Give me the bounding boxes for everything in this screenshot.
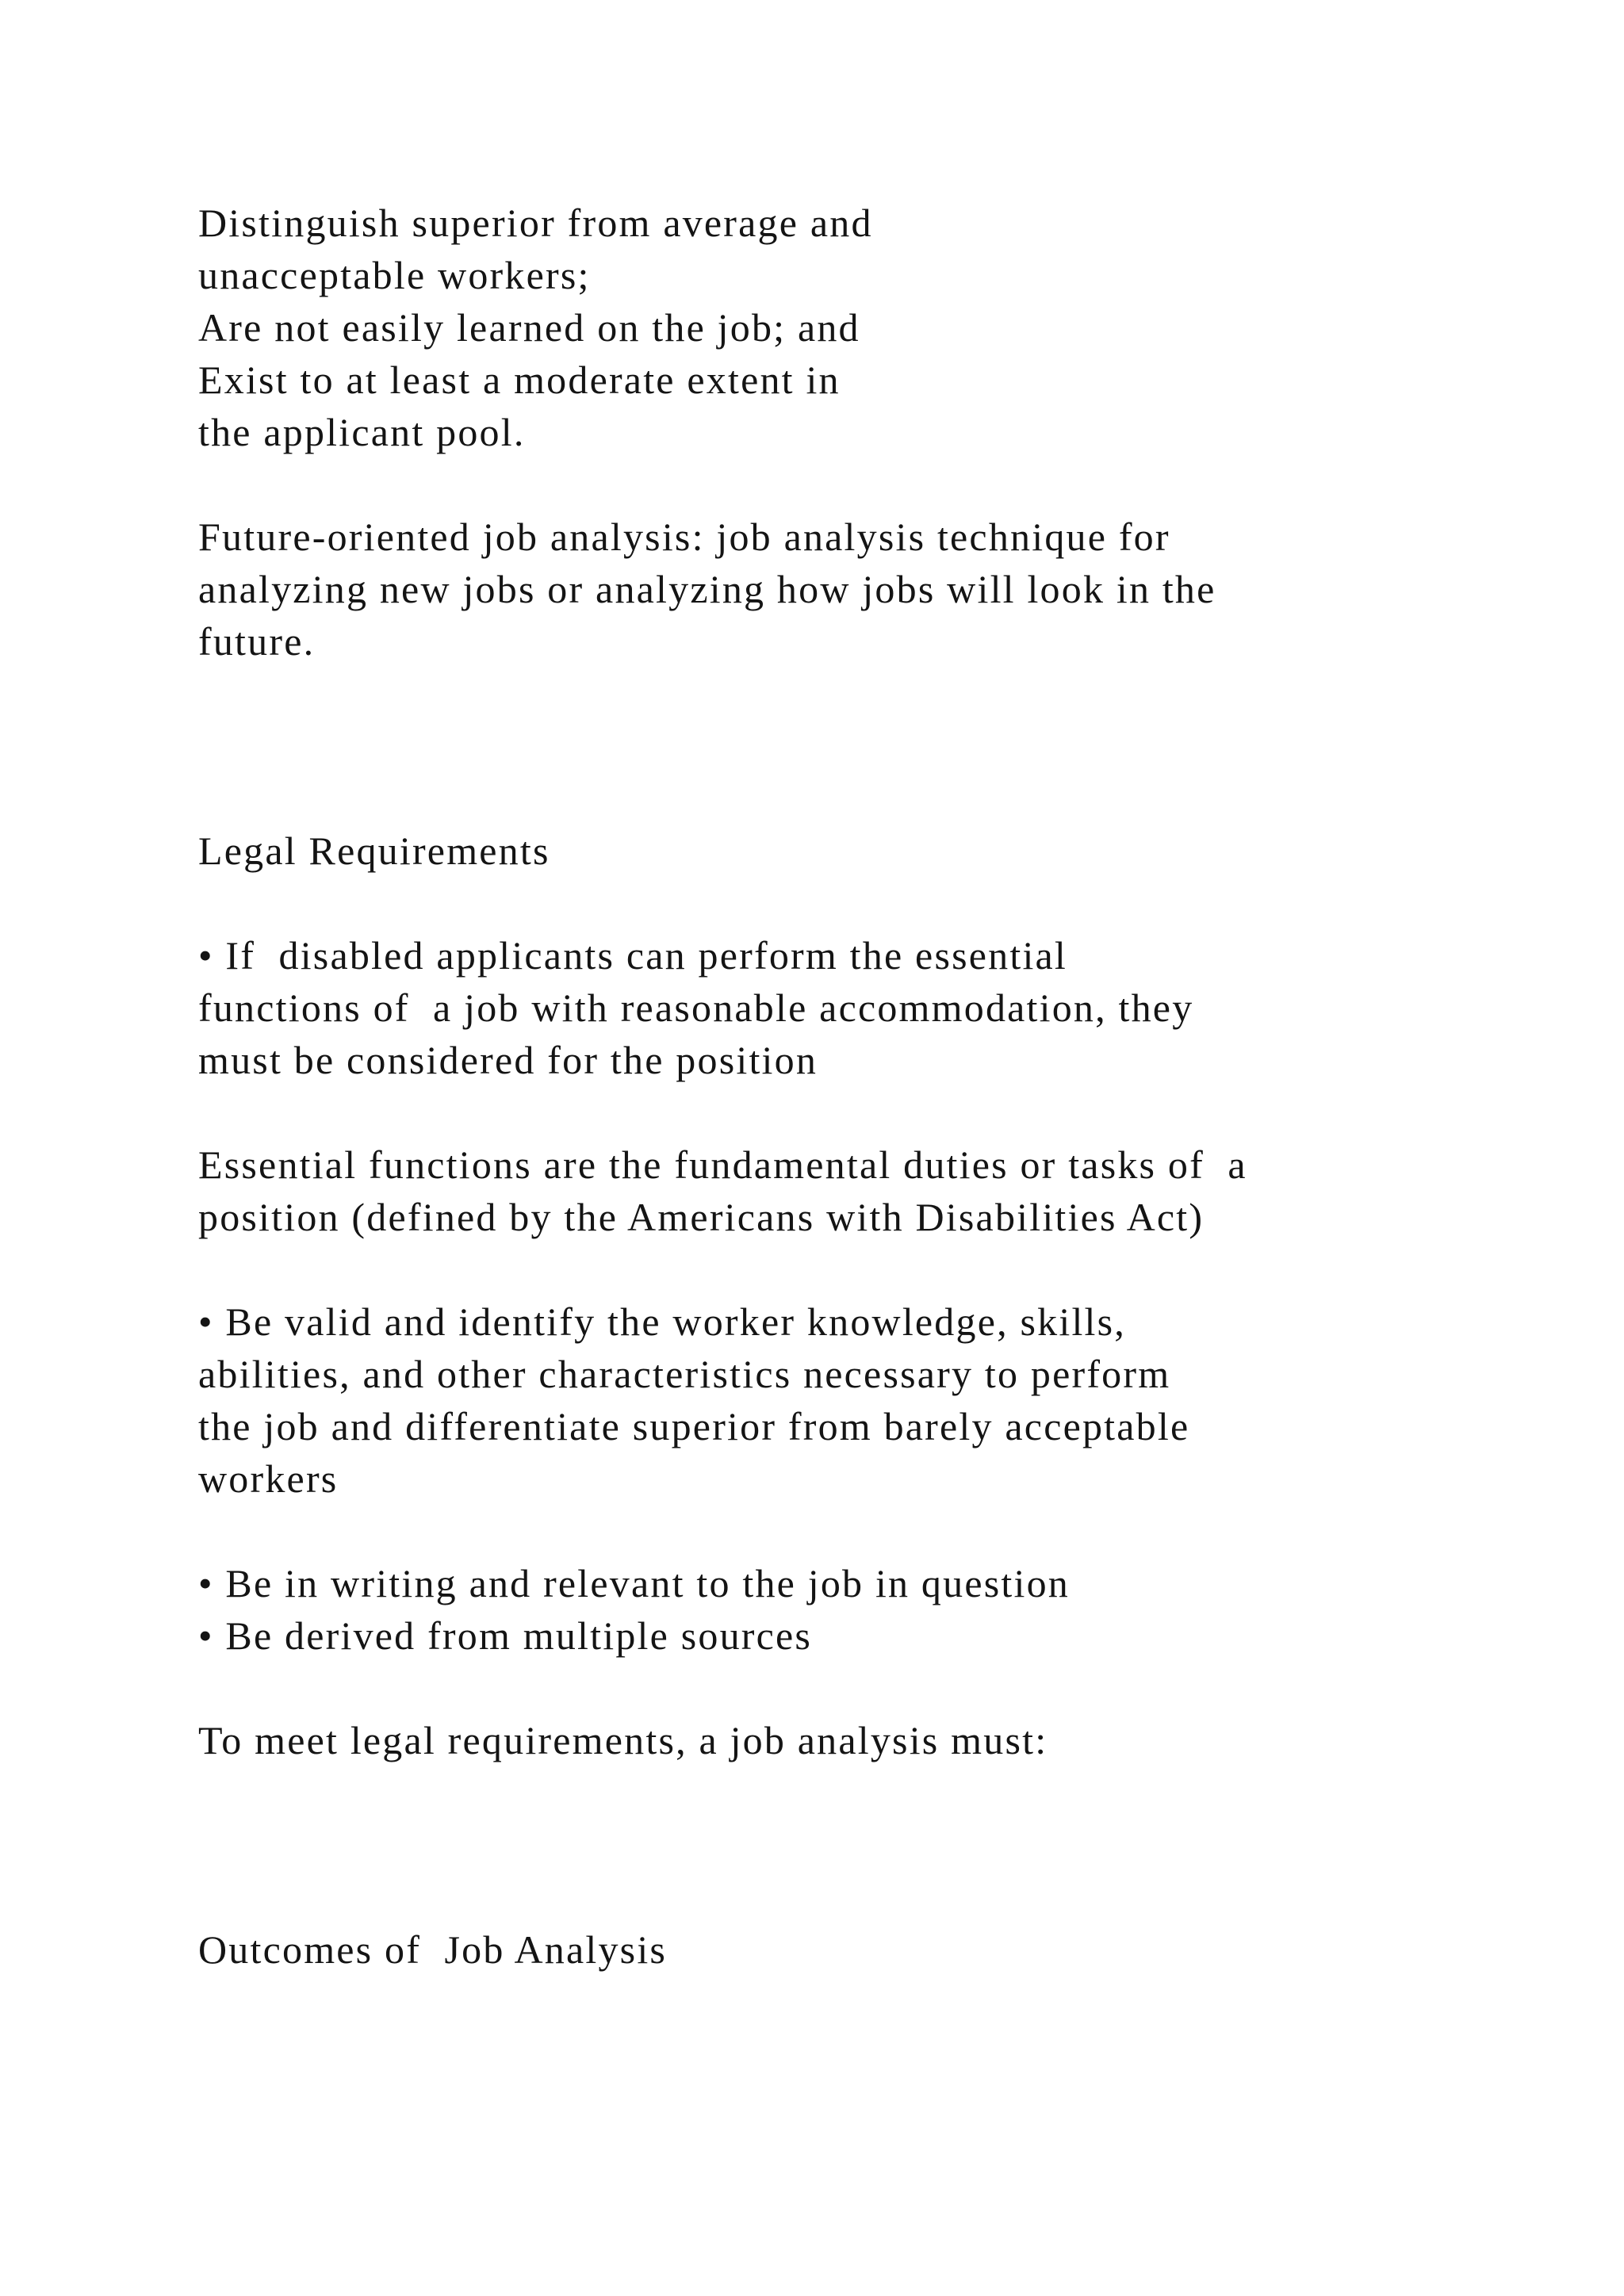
- text-line: workers: [198, 1456, 339, 1501]
- text-line: analyzing new jobs or analyzing how jobs will look in the: [198, 567, 1216, 611]
- text-line: the job and differentiate superior from barely acceptable: [198, 1404, 1190, 1448]
- text-line: the applicant pool.: [198, 410, 526, 454]
- text-line: Future-oriented job analysis: job analysis technique for: [198, 515, 1170, 559]
- text-line: unacceptable workers;: [198, 253, 591, 297]
- text-line: Exist to at least a moderate extent in: [198, 358, 841, 402]
- text-line: position (defined by the Americans with Disabilities Act): [198, 1195, 1205, 1239]
- text-line: Essential functions are the fundamental duties or tasks of a: [198, 1142, 1247, 1187]
- text-line: future.: [198, 619, 316, 664]
- text-line: Are not easily learned on the job; and: [198, 305, 860, 350]
- text-line: must be considered for the position: [198, 1038, 818, 1082]
- bullet-item: • If disabled applicants can perform the essential: [198, 933, 1068, 978]
- text-line: functions of a job with reasonable accommodation, they: [198, 985, 1194, 1030]
- bullet-item: • Be in writing and relevant to the job in question: [198, 1561, 1070, 1605]
- bullet-item: • Be derived from multiple sources: [198, 1613, 813, 1658]
- section-heading: Outcomes of Job Analysis: [198, 1927, 668, 1972]
- text-line: abilities, and other characteristics necessary to perform: [198, 1352, 1171, 1396]
- text-line: To meet legal requirements, a job analysis must:: [198, 1718, 1048, 1762]
- text-line: Distinguish superior from average and: [198, 201, 873, 245]
- section-heading: Legal Requirements: [198, 828, 550, 873]
- bullet-item: • Be valid and identify the worker knowledge, skills,: [198, 1299, 1126, 1344]
